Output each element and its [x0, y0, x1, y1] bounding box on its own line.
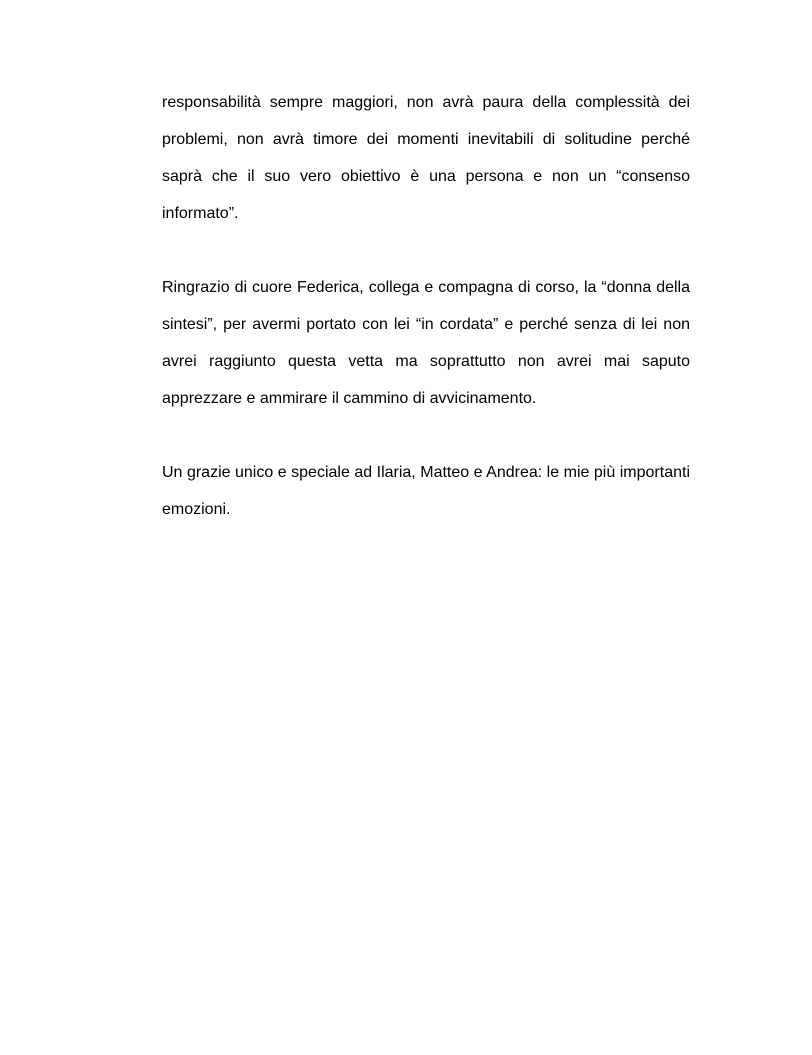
paragraph-3-line-1: Un grazie unico e speciale ad Ilaria, Matteo e Andrea: le mie più importanti — [162, 464, 690, 481]
paragraph-2-line-4: apprezzare e ammirare il cammino di avvicinamento. — [162, 390, 537, 407]
paragraph-3-line-2: emozioni. — [162, 501, 231, 518]
paragraph-1-line-3: saprà che il suo vero obiettivo è una persona e non un “consenso — [162, 168, 690, 185]
paragraph-1-line-2: problemi, non avrà timore dei momenti inevitabili di solitudine perché — [162, 131, 690, 148]
paragraph-2-line-3: avrei raggiunto questa vetta ma soprattutto non avrei mai saputo — [162, 353, 690, 370]
paragraph-1-line-4: informato”. — [162, 205, 239, 222]
paragraph-1-line-1: responsabilità sempre maggiori, non avrà paura della complessità dei — [162, 94, 690, 111]
paragraph-2-line-1: Ringrazio di cuore Federica, collega e compagna di corso, la “donna della — [162, 279, 690, 296]
paragraph-2-line-2: sintesi”, per avermi portato con lei “in cordata” e perché senza di lei non — [162, 316, 690, 333]
